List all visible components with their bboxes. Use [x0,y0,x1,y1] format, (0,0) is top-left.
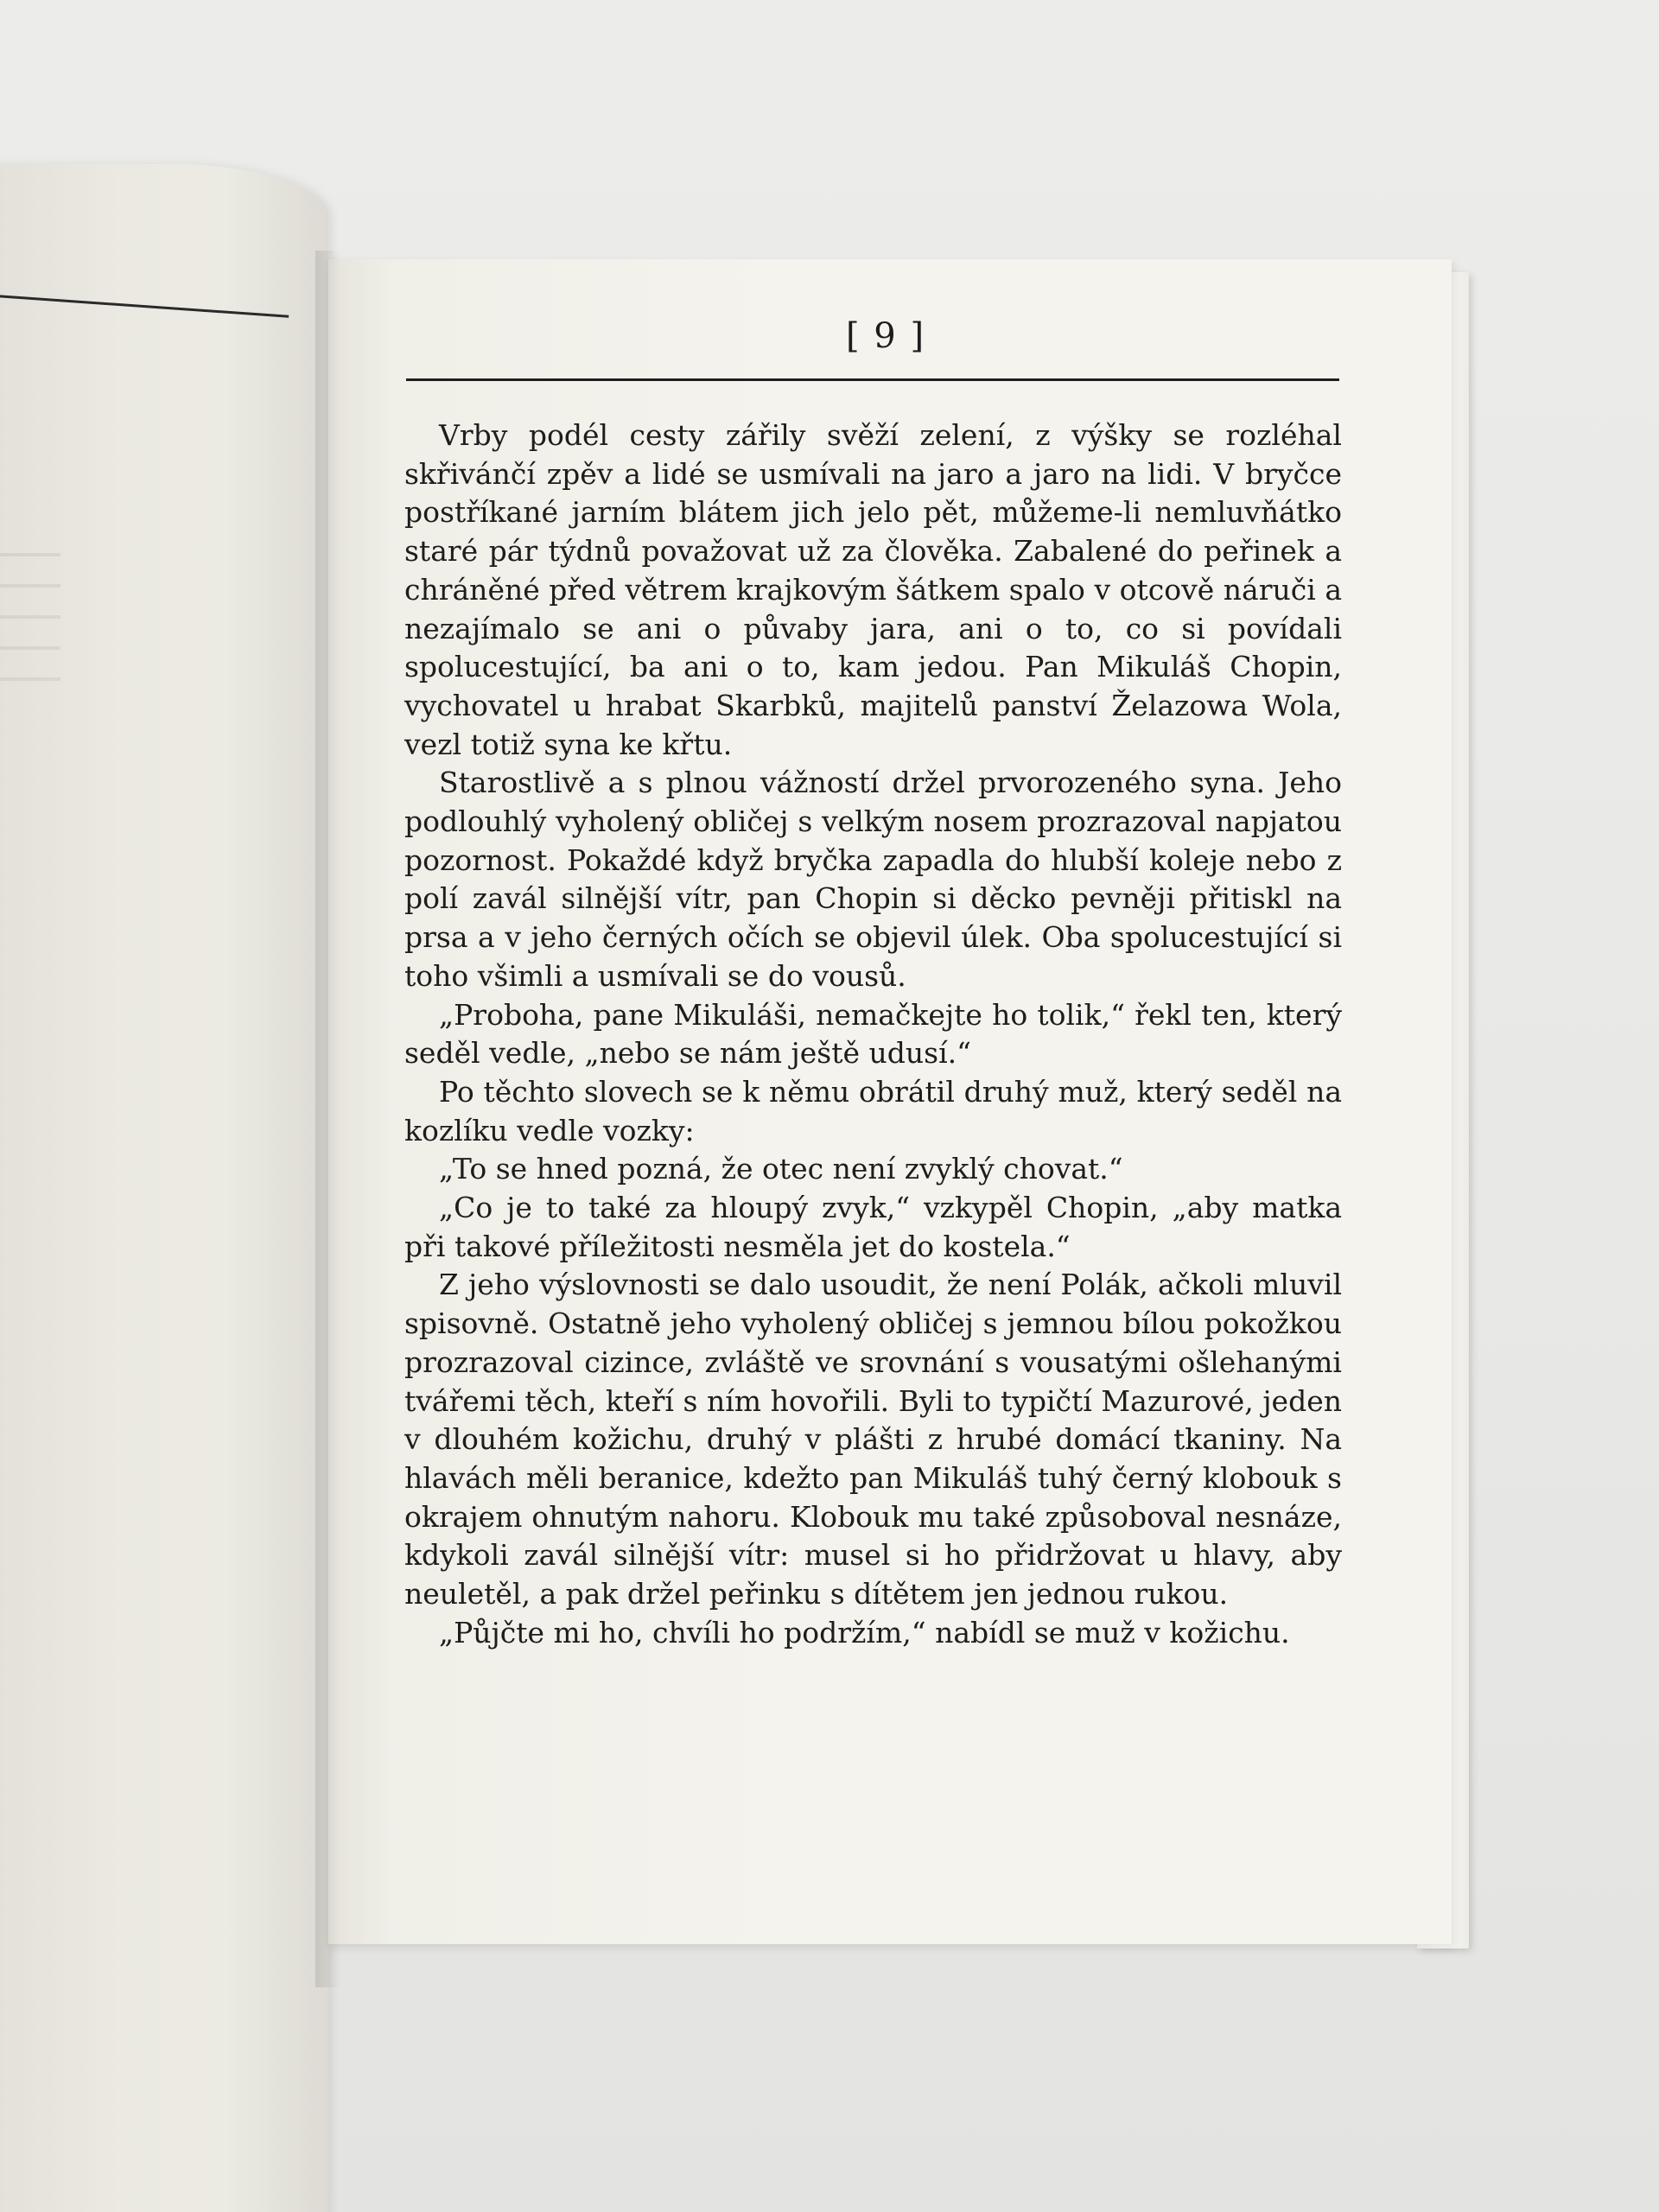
body-text [404,416,1342,1653]
paragraph: „Proboha, pane Mikuláši, nemačkejte ho tolik,“ řekl ten, který seděl vedle, „nebo se nám ještě udusí.“ [404,997,1342,1071]
paragraph: Vrby podél cesty zářily svěží zelení, z výšky se rozléhal skřivánčí zpěv a lidé se usmívali na jaro a jaro na lidi. V bryčce postříkané jarním blátem jich jelo pět, můžeme-li nemluvňátko staré pár týdnů považovat už za člověka. Zabalené do peřinek a chráněné před větrem krajkovým šátkem spalo v otcově náruči a nezajímalo se ani o půvaby jara, ani o to, co si povídali spolucestující, ba ani o to, kam jedou. Pan Mikuláš Chopin, vychovatel u hrabat Skarbků, majitelů panství Želazowa Wola, vezl totiž syna ke křtu. [404,418,1342,761]
paragraph: Z jeho výslovnosti se dalo usoudit, že není Polák, ačkoli mluvil spisovně. Ostatně jeho vyholený obličej s jemnou bílou pokožkou prozrazoval cizince, zvláště ve srovnání s vousatými ošlehanými tvářemi těch, kteří s ním hovořili. Byli to typičtí Mazurové, jeden v dlouhém kožichu, druhý v plášti z hrubé domácí tkaniny. Na hlavách měli beranice, kdežto pan Mikuláš tuhý černý klobouk s okrajem ohnutým nahoru. Klobouk mu také způsoboval nesnáze, kdykoli zavál silnější vítr: musel si ho přidržovat u hlavy, aby neuletěl, a pak držel peřinku s dítětem jen jednou rukou. [404,1268,1342,1611]
gutter-shadow [315,251,341,1987]
left-page [0,164,328,2212]
paragraph: Po těchto slovech se k němu obrátil druhý muž, který seděl na kozlíku vedle vozky: [404,1074,1342,1147]
right-page [328,259,1452,1944]
header-rule [406,378,1339,381]
paragraph: „To se hned pozná, že otec není zvyklý chovat.“ [439,1152,1123,1186]
paragraph: „Co je to také za hloupý zvyk,“ vzkypěl Chopin, „aby matka při takové příležitosti nesměla jet do kostela.“ [404,1191,1342,1263]
paragraph: Starostlivě a s plnou vážností držel prvorozeného syna. Jeho podlouhlý vyholený obličej s velkým nosem prozrazoval napjatou pozornost. Pokaždé když bryčka zapadla do hlubší koleje nebo z polí zavál silnější vítr, pan Chopin si děcko pevněji přitiskl na prsa a v jeho černých očích se objevil úlek. Oba spolucestující si toho všimli a usmívali se do vousů. [404,766,1342,993]
paragraph: „Půjčte mi ho, chvíli ho podržím,“ nabídl se muž v kožichu. [439,1615,1290,1649]
left-page-rule [0,294,289,318]
left-page-bleed-through [0,553,60,683]
page-number: [ 9 ] [845,316,926,356]
